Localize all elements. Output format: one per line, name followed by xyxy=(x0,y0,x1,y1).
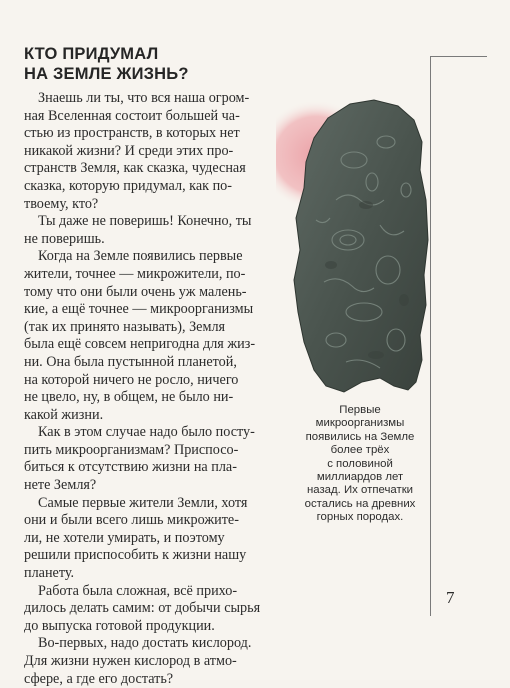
text-line: не цвело, ну, в общем, не было ни- xyxy=(24,389,234,406)
text-line: твоему, кто? xyxy=(24,195,99,212)
text-line: сказка, которую придумал, как по- xyxy=(24,177,232,194)
text-line: стью из пространств, в которых нет xyxy=(24,125,240,142)
text-line: (так их принято называть), Земля xyxy=(24,318,226,335)
text-line: ная Вселенная состоит большей ча- xyxy=(24,107,240,124)
text-line: на которой ничего не росло, ничего xyxy=(24,371,239,388)
text-line: никакой жизни? И среди этих про- xyxy=(24,142,234,159)
text-line: Ты даже не поверишь! Конечно, ты xyxy=(38,213,252,230)
text-line: была ещё совсем непригодна для жиз- xyxy=(24,336,256,353)
article-body xyxy=(24,90,288,688)
text-line: сфере, а где его достать? xyxy=(24,670,174,687)
text-line: Самые первые жители Земли, хотя xyxy=(38,494,248,511)
text-line: не поверишь. xyxy=(24,230,105,247)
text-line: биться к отсутствию жизни на пла- xyxy=(24,459,237,476)
text-line: странств Земля, как сказка, чудесная xyxy=(24,160,246,177)
figure-caption xyxy=(298,404,422,525)
text-line: Как в этом случае надо было посту- xyxy=(38,424,255,441)
paragraph xyxy=(24,583,288,636)
page-number: 7 xyxy=(446,588,455,607)
paragraph xyxy=(24,424,288,494)
fossil-rock-illustration xyxy=(276,90,436,400)
text-line: какой жизни. xyxy=(24,406,104,423)
page-title-line-1: КТО ПРИДУМАЛ xyxy=(24,45,159,63)
text-line: они и были всего лишь микрожите- xyxy=(24,512,239,529)
caption-line: назад. Их отпечатки xyxy=(306,484,414,497)
text-line: Знаешь ли ты, что вся наша огром- xyxy=(38,90,250,106)
text-line: ли, не хотели умирать, и поэтому xyxy=(24,529,225,546)
paragraph xyxy=(24,495,288,583)
paragraph xyxy=(24,90,288,213)
text-line: Во-первых, надо достать кислород. xyxy=(38,635,252,652)
text-line: Работа была сложная, всё прихо- xyxy=(38,582,238,599)
caption-line: Первые xyxy=(339,404,381,416)
caption-line: появились на Земле xyxy=(305,430,415,443)
text-line: ни. Она была пустынной планетой, xyxy=(24,353,237,370)
text-line: нете Земля? xyxy=(24,477,97,494)
paragraph xyxy=(24,213,288,248)
page-title xyxy=(24,44,324,84)
text-line: решили приспособить к жизни нашу xyxy=(24,547,247,564)
page-title-line-2: НА ЗЕМЛЕ ЖИЗНЬ? xyxy=(24,65,189,83)
text-line: планету. xyxy=(24,565,75,582)
caption-line: миллиардов лет xyxy=(316,471,404,484)
paragraph xyxy=(24,248,288,424)
text-line: Для жизни нужен кислород в атмо- xyxy=(24,653,237,669)
text-line: пить микроорганизмам? Приспосо- xyxy=(24,441,239,458)
paragraph xyxy=(24,635,288,688)
text-line: дилось делать самим: от добычи сырья xyxy=(24,600,261,617)
text-line: жители, точнее — микрожители, по- xyxy=(24,265,246,282)
text-line: тому что они были очень уж малень- xyxy=(24,283,247,300)
caption-line: более трёх xyxy=(330,444,390,457)
caption-line: с половиной xyxy=(327,457,393,470)
text-line: кие, а ещё точнее — микроорганизмы xyxy=(24,301,254,318)
header-rule xyxy=(430,56,487,57)
caption-line: горных породах. xyxy=(316,511,404,524)
caption-line: остались на древних xyxy=(304,497,416,510)
fossil-rock-image xyxy=(276,90,436,400)
text-line: Когда на Земле появились первые xyxy=(38,248,243,265)
text-line: до выпуска готовой продукции. xyxy=(24,617,215,634)
caption-line: микроорганизмы xyxy=(315,417,405,430)
